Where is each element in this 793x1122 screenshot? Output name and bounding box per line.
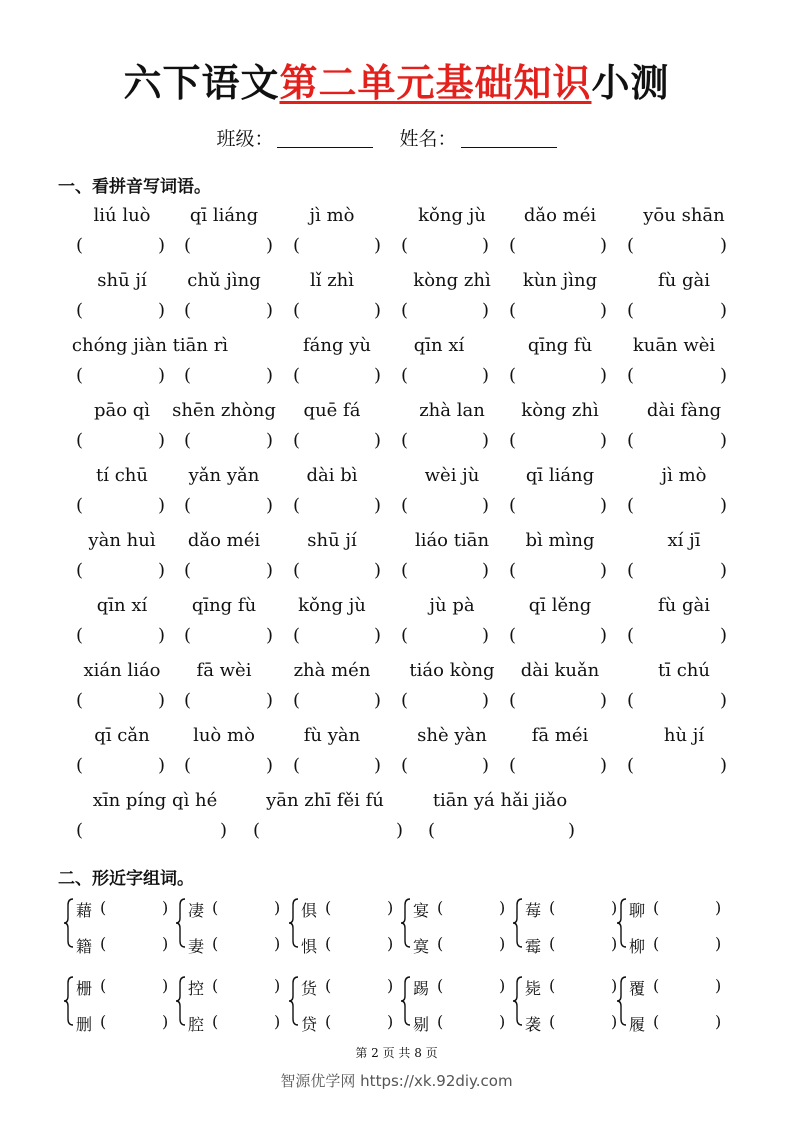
pinyin-word: chǔ jìng [187, 270, 261, 291]
answer-blank-open: ( [653, 898, 660, 917]
pinyin-word: yān zhī fěi fú [266, 790, 384, 811]
answer-blank-close: ) [162, 934, 169, 953]
similar-char: 删 [76, 1015, 93, 1034]
answer-blank-close: ) [720, 235, 728, 256]
answer-blank-open: ( [549, 976, 556, 995]
answer-blank-open: ( [653, 976, 660, 995]
answer-blank-close: ) [715, 934, 722, 953]
pinyin-word: tiáo kòng [409, 660, 495, 681]
answer-blank-open: ( [293, 560, 301, 581]
brace-icon [289, 976, 299, 1026]
char-pair-group [64, 896, 172, 956]
answer-blank-close: ) [266, 365, 274, 386]
answer-blank-open: ( [509, 625, 517, 646]
pinyin-word: luò mò [193, 725, 255, 746]
char-pair-group [289, 896, 397, 956]
answer-blank-close: ) [374, 235, 382, 256]
answer-blank-open: ( [401, 365, 409, 386]
answer-blank-open: ( [76, 820, 84, 841]
answer-blank-open: ( [401, 755, 409, 776]
similar-char: 覆 [629, 979, 646, 998]
answer-blank-close: ) [158, 560, 166, 581]
answer-blank-close: ) [266, 235, 274, 256]
answer-blank-close: ) [396, 820, 404, 841]
name-blank[interactable] [461, 147, 557, 148]
pinyin-word: shū jí [307, 530, 357, 551]
name-label: 姓名： [399, 128, 457, 150]
answer-blank-close: ) [374, 755, 382, 776]
title-highlight: 第二单元基础知识 [279, 61, 592, 105]
brace-icon [289, 898, 299, 948]
answer-blank-open: ( [627, 495, 635, 516]
answer-blank-open: ( [627, 430, 635, 451]
brace-icon [176, 976, 186, 1026]
answer-blank-open: ( [293, 365, 301, 386]
answer-blank-open: ( [401, 235, 409, 256]
pinyin-word: lǐ zhì [309, 270, 355, 291]
answer-blank-close: ) [374, 300, 382, 321]
title-part2: 小测 [591, 61, 670, 105]
answer-blank-close: ) [162, 976, 169, 995]
answer-blank-open: ( [627, 690, 635, 711]
answer-blank-close: ) [274, 1012, 281, 1031]
answer-blank-close: ) [482, 625, 490, 646]
similar-char: 袭 [525, 1015, 542, 1034]
pinyin-word: shè yàn [417, 725, 487, 746]
answer-blank-open: ( [184, 690, 192, 711]
answer-blank-open: ( [401, 690, 409, 711]
answer-blank-close: ) [600, 690, 608, 711]
answer-blank-close: ) [720, 430, 728, 451]
pinyin-word: zhà mén [293, 660, 371, 681]
answer-blank-open: ( [401, 625, 409, 646]
answer-blank-close: ) [374, 560, 382, 581]
answer-blank-close: ) [266, 430, 274, 451]
page-footer: 第 2 页 共 8 页 [355, 1046, 438, 1060]
pinyin-word: xí jī [667, 530, 701, 551]
answer-blank-open: ( [509, 235, 517, 256]
answer-blank-close: ) [482, 690, 490, 711]
pinyin-word: dǎo méi [523, 205, 597, 226]
answer-blank-close: ) [158, 690, 166, 711]
answer-blank-close: ) [720, 300, 728, 321]
answer-blank-close: ) [600, 625, 608, 646]
answer-blank-open: ( [653, 934, 660, 953]
similar-char: 妻 [188, 937, 205, 956]
similar-char: 藉 [76, 901, 93, 920]
pinyin-word: tiān yá hǎi jiǎo [432, 790, 568, 811]
pinyin-word: kòng zhì [413, 270, 491, 291]
pinyin-word: fù yàn [303, 725, 361, 746]
similar-char: 毙 [525, 979, 542, 998]
pinyin-word: pāo qì [93, 400, 151, 421]
answer-blank-open: ( [401, 560, 409, 581]
pinyin-word: jì mò [661, 465, 707, 486]
pinyin-word: qī cǎn [94, 725, 150, 746]
similar-char: 腔 [188, 1015, 205, 1034]
answer-blank-open: ( [76, 560, 84, 581]
similar-char: 凄 [188, 901, 205, 920]
answer-blank-close: ) [274, 976, 281, 995]
similar-char: 霉 [525, 937, 542, 956]
answer-blank-open: ( [509, 690, 517, 711]
answer-blank-open: ( [184, 430, 192, 451]
pinyin-word: fáng yù [303, 335, 371, 356]
title-part1: 六下语文 [123, 61, 280, 105]
pinyin-word: tí chū [96, 465, 148, 486]
answer-blank-close: ) [482, 755, 490, 776]
answer-blank-open: ( [549, 1012, 556, 1031]
answer-blank-open: ( [76, 235, 84, 256]
answer-blank-open: ( [293, 235, 301, 256]
answer-blank-close: ) [600, 365, 608, 386]
answer-blank-open: ( [184, 300, 192, 321]
char-pair-group [617, 896, 725, 956]
pinyin-word: shēn zhòng [172, 400, 276, 421]
char-pair-group [289, 974, 397, 1034]
answer-blank-close: ) [162, 898, 169, 917]
answer-blank-close: ) [611, 898, 618, 917]
pinyin-word: wèi jù [424, 465, 480, 486]
similar-char: 柳 [629, 937, 646, 956]
answer-blank-close: ) [158, 625, 166, 646]
answer-blank-close: ) [715, 898, 722, 917]
pinyin-word: jù pà [429, 595, 475, 616]
answer-blank-close: ) [266, 755, 274, 776]
answer-blank-open: ( [627, 365, 635, 386]
answer-blank-close: ) [266, 300, 274, 321]
answer-blank-open: ( [100, 934, 107, 953]
answer-blank-close: ) [482, 560, 490, 581]
answer-blank-open: ( [76, 300, 84, 321]
answer-blank-open: ( [184, 235, 192, 256]
answer-blank-close: ) [158, 235, 166, 256]
answer-blank-close: ) [266, 495, 274, 516]
answer-blank-close: ) [158, 495, 166, 516]
class-label: 班级： [216, 128, 274, 150]
similar-char: 莓 [525, 901, 542, 920]
brace-icon [617, 976, 627, 1026]
answer-blank-open: ( [509, 495, 517, 516]
answer-blank-open: ( [325, 1012, 332, 1031]
pinyin-word: qī lěng [528, 595, 592, 616]
answer-blank-open: ( [184, 495, 192, 516]
pinyin-word: fù gài [658, 595, 710, 616]
answer-blank-close: ) [158, 430, 166, 451]
char-pair-group [513, 974, 621, 1034]
answer-blank-close: ) [374, 495, 382, 516]
answer-blank-close: ) [374, 625, 382, 646]
class-blank[interactable] [277, 147, 373, 148]
pinyin-word: fā wèi [196, 660, 252, 681]
answer-blank-open: ( [437, 976, 444, 995]
answer-blank-open: ( [184, 560, 192, 581]
answer-blank-open: ( [76, 495, 84, 516]
pinyin-word: qīn xí [96, 595, 148, 616]
pinyin-word: dài fàng [646, 400, 722, 421]
answer-blank-close: ) [482, 365, 490, 386]
answer-blank-close: ) [387, 976, 394, 995]
char-pair-group [64, 974, 172, 1034]
answer-blank-open: ( [100, 976, 107, 995]
similar-char: 寞 [413, 937, 430, 956]
answer-blank-close: ) [720, 560, 728, 581]
pinyin-word: tī chú [658, 660, 710, 681]
answer-blank-open: ( [401, 495, 409, 516]
pinyin-word: kòng zhì [521, 400, 599, 421]
answer-blank-open: ( [627, 560, 635, 581]
answer-blank-open: ( [509, 365, 517, 386]
answer-blank-open: ( [653, 1012, 660, 1031]
brace-icon [617, 898, 627, 948]
brace-icon [401, 976, 411, 1026]
similar-char: 踢 [413, 979, 430, 998]
answer-blank-open: ( [76, 690, 84, 711]
answer-blank-open: ( [212, 976, 219, 995]
answer-blank-close: ) [274, 898, 281, 917]
answer-blank-open: ( [325, 934, 332, 953]
answer-blank-close: ) [600, 235, 608, 256]
pinyin-word: kùn jìng [522, 270, 598, 291]
page-title [0, 52, 793, 107]
answer-blank-open: ( [184, 755, 192, 776]
pinyin-word: qīn xí [413, 335, 465, 356]
pinyin-word: dài bì [306, 465, 358, 486]
answer-blank-close: ) [387, 934, 394, 953]
pinyin-word: fā méi [531, 725, 589, 746]
pinyin-word: qī liáng [189, 205, 259, 226]
answer-blank-close: ) [374, 365, 382, 386]
pinyin-word: dǎo méi [187, 530, 261, 551]
pinyin-word: qīng fù [191, 595, 257, 616]
answer-blank-close: ) [720, 625, 728, 646]
char-pair-group [513, 896, 621, 956]
pinyin-word: chóng jiàn tiān rì [71, 335, 229, 356]
answer-blank-close: ) [220, 820, 228, 841]
pinyin-word: fù gài [658, 270, 710, 291]
answer-blank-open: ( [627, 300, 635, 321]
answer-blank-open: ( [437, 934, 444, 953]
answer-blank-close: ) [720, 690, 728, 711]
answer-blank-close: ) [482, 235, 490, 256]
answer-blank-close: ) [600, 495, 608, 516]
answer-blank-open: ( [428, 820, 436, 841]
answer-blank-close: ) [499, 1012, 506, 1031]
answer-blank-open: ( [293, 430, 301, 451]
answer-blank-open: ( [509, 300, 517, 321]
answer-blank-open: ( [76, 430, 84, 451]
pinyin-word: qī liáng [525, 465, 595, 486]
answer-blank-open: ( [100, 898, 107, 917]
answer-blank-open: ( [401, 430, 409, 451]
pinyin-word: yǎn yǎn [188, 465, 260, 486]
answer-blank-close: ) [158, 300, 166, 321]
answer-blank-open: ( [549, 898, 556, 917]
answer-blank-close: ) [387, 1012, 394, 1031]
pinyin-word: xián liáo [83, 660, 161, 681]
pinyin-word: hù jí [663, 725, 705, 746]
similar-char: 惧 [301, 937, 318, 956]
answer-blank-open: ( [627, 625, 635, 646]
pinyin-word: quē fá [303, 400, 361, 421]
answer-blank-close: ) [568, 820, 576, 841]
answer-blank-open: ( [212, 898, 219, 917]
pinyin-word: jì mò [309, 205, 355, 226]
answer-blank-open: ( [401, 300, 409, 321]
answer-blank-close: ) [611, 976, 618, 995]
pinyin-word: bì mìng [525, 530, 595, 551]
answer-blank-open: ( [509, 560, 517, 581]
answer-blank-close: ) [158, 365, 166, 386]
answer-blank-open: ( [100, 1012, 107, 1031]
student-info [0, 124, 793, 151]
answer-blank-open: ( [437, 1012, 444, 1031]
answer-blank-open: ( [76, 625, 84, 646]
brace-icon [176, 898, 186, 948]
char-pair-group [176, 896, 284, 956]
answer-blank-open: ( [293, 625, 301, 646]
brace-icon [513, 898, 523, 948]
char-pair-group [176, 974, 284, 1034]
similar-char: 货 [301, 979, 318, 998]
brace-icon [401, 898, 411, 948]
answer-blank-open: ( [212, 934, 219, 953]
answer-blank-close: ) [720, 755, 728, 776]
answer-blank-open: ( [293, 690, 301, 711]
answer-blank-open: ( [325, 976, 332, 995]
answer-blank-open: ( [253, 820, 261, 841]
similar-char: 俱 [301, 901, 318, 920]
char-pair-group [401, 974, 509, 1034]
pinyin-word: qīng fù [527, 335, 593, 356]
answer-blank-open: ( [293, 755, 301, 776]
watermark: 智源优学网 https://xk.92diy.com [280, 1072, 513, 1090]
pinyin-word: kuān wèi [632, 335, 716, 356]
similar-char: 贷 [301, 1015, 318, 1034]
similar-char: 栅 [76, 979, 93, 998]
answer-blank-close: ) [499, 976, 506, 995]
answer-blank-close: ) [499, 934, 506, 953]
answer-blank-close: ) [600, 755, 608, 776]
pinyin-word: yàn huì [88, 530, 156, 551]
pinyin-word: yōu shān [643, 205, 725, 226]
answer-blank-open: ( [184, 365, 192, 386]
answer-blank-close: ) [274, 934, 281, 953]
answer-blank-close: ) [266, 625, 274, 646]
answer-blank-close: ) [482, 430, 490, 451]
answer-blank-close: ) [715, 976, 722, 995]
answer-blank-open: ( [293, 495, 301, 516]
answer-blank-open: ( [325, 898, 332, 917]
section2-title: 二、形近字组词。 [58, 869, 194, 889]
answer-blank-close: ) [158, 755, 166, 776]
answer-blank-open: ( [293, 300, 301, 321]
section1-title: 一、看拼音写词语。 [58, 177, 211, 197]
answer-blank-close: ) [374, 690, 382, 711]
pinyin-word: zhà lan [419, 400, 485, 421]
answer-blank-open: ( [549, 934, 556, 953]
similar-char: 宴 [413, 901, 430, 920]
similar-char: 履 [629, 1015, 646, 1034]
answer-blank-open: ( [76, 755, 84, 776]
answer-blank-close: ) [611, 934, 618, 953]
brace-icon [513, 976, 523, 1026]
pinyin-word: xīn píng qì hé [92, 790, 218, 811]
answer-blank-close: ) [720, 365, 728, 386]
pinyin-word: kǒng jù [298, 595, 366, 616]
pinyin-word: liú luò [93, 205, 151, 226]
answer-blank-close: ) [482, 300, 490, 321]
answer-blank-close: ) [600, 560, 608, 581]
char-pair-group [617, 974, 725, 1034]
answer-blank-close: ) [611, 1012, 618, 1031]
answer-blank-close: ) [387, 898, 394, 917]
answer-blank-open: ( [509, 755, 517, 776]
answer-blank-close: ) [600, 300, 608, 321]
similar-char: 聊 [629, 901, 646, 920]
pinyin-word: kǒng jù [418, 205, 486, 226]
answer-blank-close: ) [720, 495, 728, 516]
answer-blank-close: ) [499, 898, 506, 917]
answer-blank-open: ( [627, 755, 635, 776]
pinyin-word: shū jí [97, 270, 147, 291]
similar-char: 控 [188, 979, 205, 998]
answer-blank-close: ) [600, 430, 608, 451]
pinyin-word: dài kuǎn [520, 660, 600, 681]
answer-blank-close: ) [266, 560, 274, 581]
pinyin-word: liáo tiān [414, 530, 490, 551]
answer-blank-open: ( [76, 365, 84, 386]
answer-blank-close: ) [266, 690, 274, 711]
similar-char: 剔 [413, 1015, 430, 1034]
answer-blank-close: ) [162, 1012, 169, 1031]
answer-blank-open: ( [212, 1012, 219, 1031]
answer-blank-close: ) [482, 495, 490, 516]
answer-blank-open: ( [437, 898, 444, 917]
char-pair-group [401, 896, 509, 956]
brace-icon [64, 898, 74, 948]
answer-blank-close: ) [374, 430, 382, 451]
answer-blank-close: ) [715, 1012, 722, 1031]
brace-icon [64, 976, 74, 1026]
answer-blank-open: ( [509, 430, 517, 451]
similar-char: 籍 [76, 937, 93, 956]
answer-blank-open: ( [627, 235, 635, 256]
answer-blank-open: ( [184, 625, 192, 646]
